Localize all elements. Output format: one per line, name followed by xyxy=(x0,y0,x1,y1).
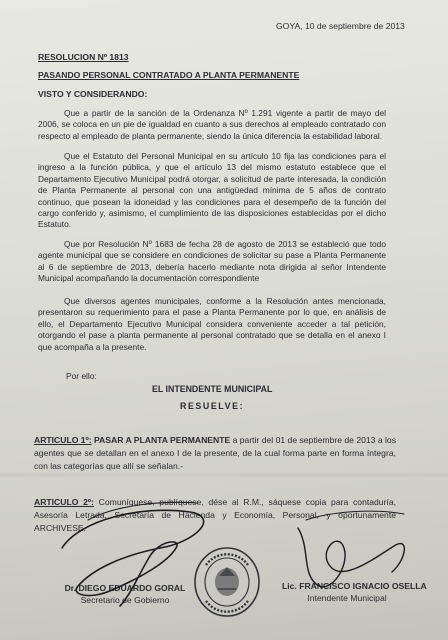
paragraph-1: Que a partir de la sanción de la Ordenanza Nº 1.291 vigente a partir de mayo del 2006, se coloca en un pie de igualdad en cuanto a sus derechos al empleado contratado con respecto al empleado de planta permanente, siendo la única diferencia la estabilidad laboral. xyxy=(38,108,386,141)
paragraph-2: Que el Estatuto del Personal Municipal en su artículo 10 fija las condiciones para el ingreso a la función pública, y que el artículo 13 del mismo estatuto establece que el Departamento Ejecutivo Municipal podrá otorgar, a solicitud de parte interesada, la condición de Planta Permanente al personal con una antigüedad mínima de 5 años de contrato continuo, que posean la idoneidad y las condiciones para el desempeño de la función del cargo conferido y, asimismo, el cumplimiento de las disposiciones establecidas por el dicho Estatuto. xyxy=(38,151,386,230)
resuelve-heading: RESUELVE: xyxy=(180,401,245,411)
article-2 xyxy=(34,496,396,536)
article-2-label: ARTICULO 2º: xyxy=(34,497,94,507)
resolution-title: RESOLUCION Nº 1813 xyxy=(38,52,129,62)
article-1 xyxy=(34,434,396,474)
por-ello: Por ello: xyxy=(66,371,97,381)
date-line: GOYA, 10 de septiembre de 2013 xyxy=(276,21,405,31)
visto-heading: VISTO Y CONSIDERANDO: xyxy=(38,89,148,99)
authority-heading: EL INTENDENTE MUNICIPAL xyxy=(152,384,273,394)
signatory-right-title: Intendente Municipal xyxy=(307,593,387,603)
municipal-seal xyxy=(192,545,262,619)
signatory-left-title: Secretario de Gobierno xyxy=(80,595,170,605)
signatory-left-name: Dr. DIEGO EDUARDO GORAL xyxy=(64,583,186,593)
signatory-right xyxy=(282,580,427,604)
article-2-text: Comuníquese, publíquese, dése al R.M., sáquese copia para contaduría, Asesoría Letrada, Secretaría de Hacienda y Economía, Personal, y oportunamente ARCHIVESE. xyxy=(34,497,396,534)
right-signature xyxy=(298,528,404,587)
paragraph-3: Que por Resolución Nº 1683 de fecha 28 de agosto de 2013 se estableció que todo agente municipal que se considere en condiciones de solicitar su pase a Planta Permanente al 6 de septiembre de 2013, debería hacerlo mediante nota dirigida al señor Intendente Municipal acompañando la documentación correspondiente xyxy=(38,239,386,284)
paragraph-4: Que diversos agentes municipales, conforme a la Resolución antes mencionada, presentaron su requerimiento para el pase a Planta Permanente por lo que, en análisis de ello, el Departamento Ejecutivo Municipal considera conveniente acceder a tal petición, otorgando el pase a planta permanente al personal contratado que se detalla en el anexo I que acompaña a la presente. xyxy=(38,296,386,352)
signatory-left xyxy=(60,582,190,606)
article-1-text: a partir del 01 de septiembre de 2013 a los agentes que se detallan en el anexo I de la presente, de la cual forma parte en forma íntegra, con las categorías que allí se señalan.- xyxy=(34,435,396,472)
resolution-subject: PASANDO PERSONAL CONTRATADO A PLANTA PERMANENTE xyxy=(38,70,300,80)
article-1-label: ARTICULO 1º: xyxy=(34,435,92,445)
article-1-heading: PASAR A PLANTA PERMANENTE xyxy=(93,435,231,445)
signatory-right-name: Lic. FRANCISCO IGNACIO OSELLA xyxy=(282,581,427,591)
